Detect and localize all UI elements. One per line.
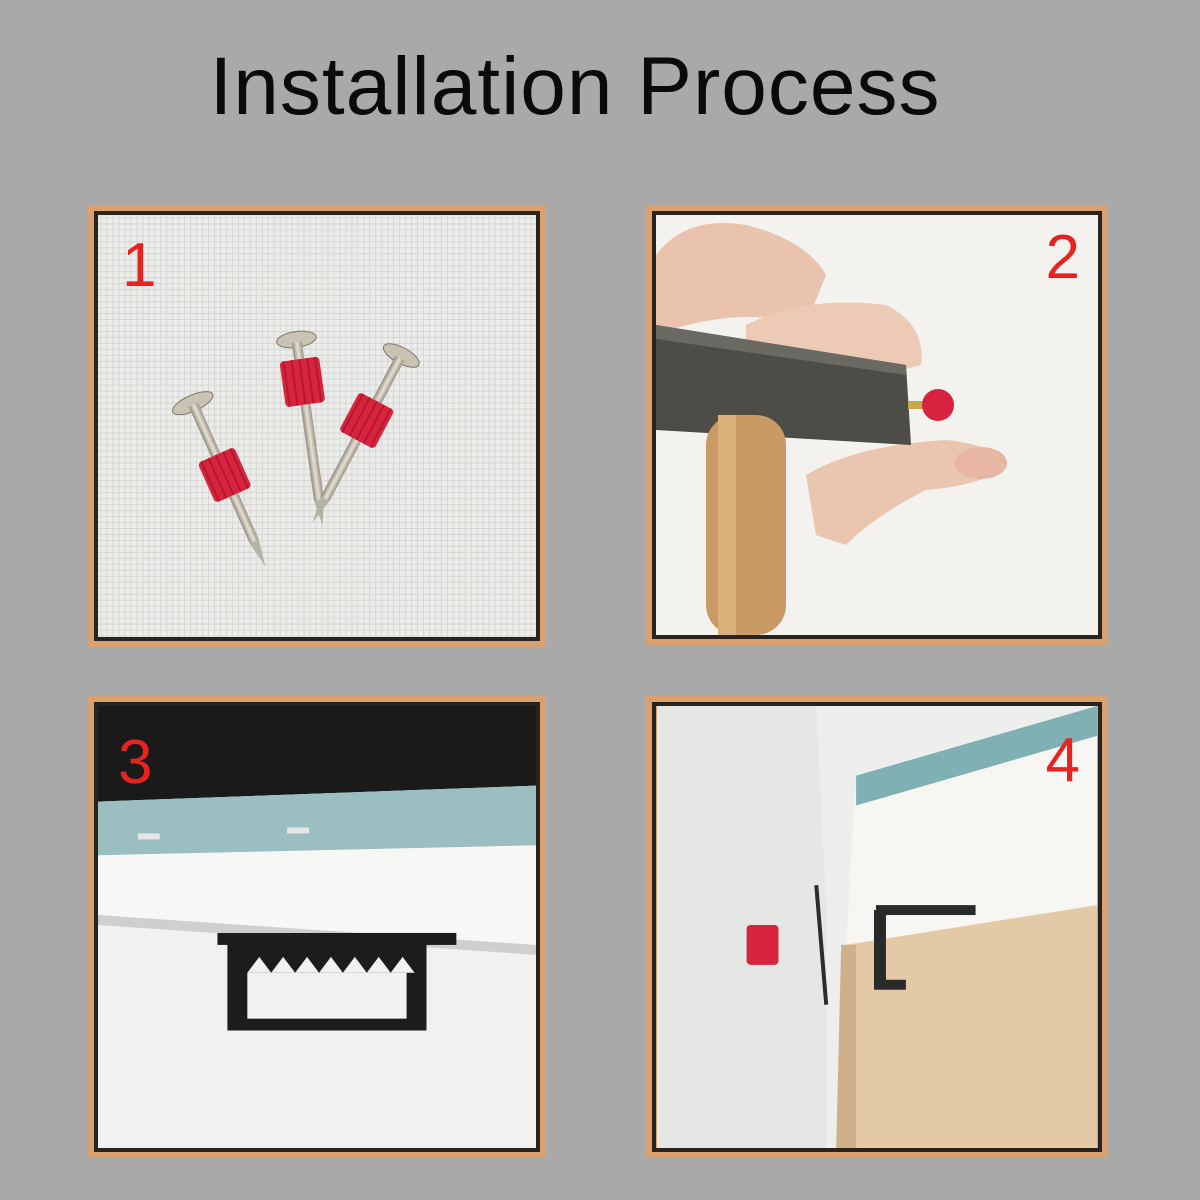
step-2-frame: [646, 205, 1108, 645]
step-1-frame: [88, 205, 546, 647]
step-3-frame: [88, 696, 546, 1158]
step-4-photo: [652, 702, 1102, 1152]
step-number-4: 4: [1045, 726, 1080, 795]
step-2-photo: [652, 211, 1102, 639]
step-1-photo: [94, 211, 540, 641]
page-title: Installation Process: [209, 41, 941, 132]
sawtooth-hanger-illustration: [98, 706, 536, 1148]
step-number-2: 2: [1045, 223, 1080, 292]
hung-canvas-illustration: [656, 706, 1098, 1148]
drive-nails-illustration: [98, 215, 536, 637]
step-3-photo: [94, 702, 540, 1152]
step-4-frame: [646, 696, 1108, 1158]
step-number-3: 3: [118, 728, 153, 797]
step-number-1: 1: [122, 231, 157, 300]
hammer-illustration: [656, 215, 1098, 635]
nail-washer: [747, 925, 779, 965]
